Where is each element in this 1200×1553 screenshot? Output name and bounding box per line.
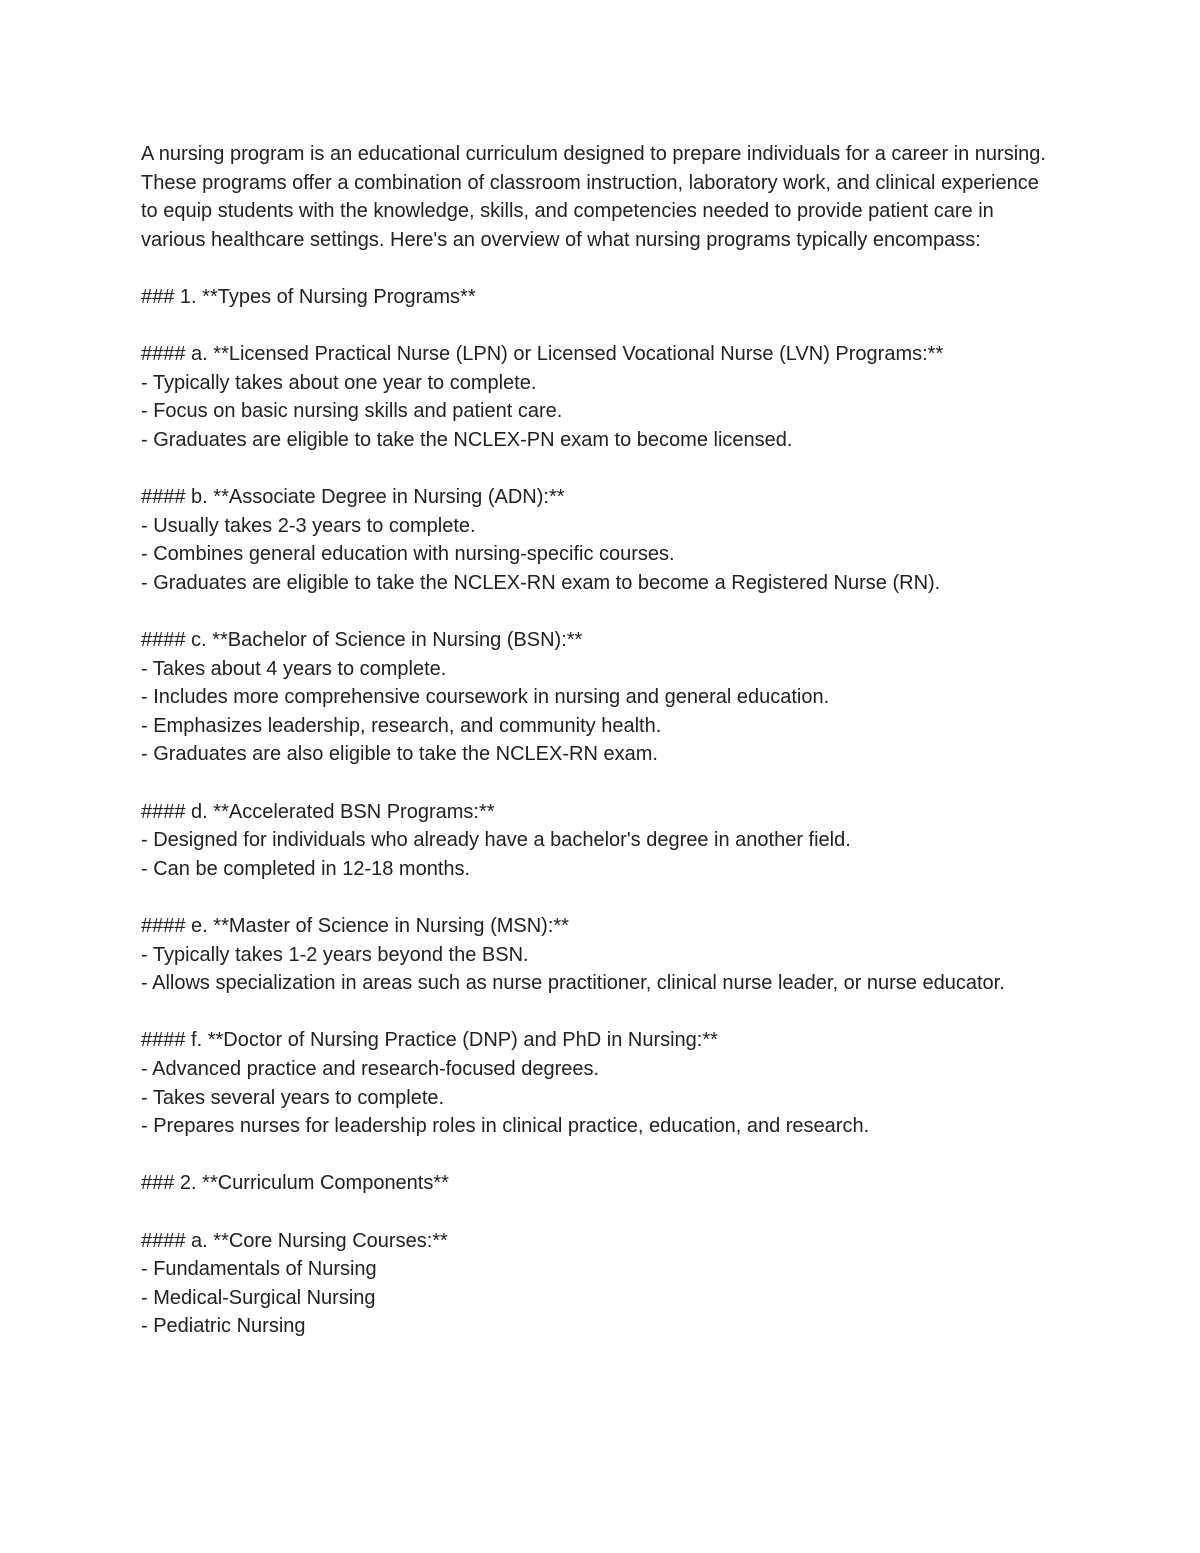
document-page <box>141 140 1051 1341</box>
list-item: - Fundamentals of Nursing <box>141 1258 377 1281</box>
subheading-dnp-phd: #### f. **Doctor of Nursing Practice (DNP) and PhD in Nursing:** <box>141 1029 718 1052</box>
list-item: - Takes about 4 years to complete. <box>141 657 447 680</box>
spacer <box>141 883 1051 912</box>
list-item: - Graduates are also eligible to take the NCLEX-RN exam. <box>141 743 658 766</box>
list-item: - Can be completed in 12-18 months. <box>141 857 471 880</box>
spacer <box>141 455 1051 484</box>
list-item: - Focus on basic nursing skills and patient care. <box>141 400 563 423</box>
subheading-msn: #### e. **Master of Science in Nursing (MSN):** <box>141 915 569 938</box>
list-item: - Typically takes 1-2 years beyond the BSN. <box>141 943 529 966</box>
spacer <box>141 598 1051 627</box>
list-item: - Graduates are eligible to take the NCLEX-PN exam to become licensed. <box>141 428 793 451</box>
spacer <box>141 1141 1051 1170</box>
subheading-adn: #### b. **Associate Degree in Nursing (ADN):** <box>141 486 565 509</box>
subheading-core-courses: #### a. **Core Nursing Courses:** <box>141 1229 448 1252</box>
subheading-bsn: #### c. **Bachelor of Science in Nursing (BSN):** <box>141 629 583 652</box>
list-item: - Prepares nurses for leadership roles in clinical practice, education, and research. <box>141 1115 870 1138</box>
list-item: - Pediatric Nursing <box>141 1315 306 1338</box>
section-heading-curriculum: ### 2. **Curriculum Components** <box>141 1172 449 1195</box>
list-item: - Medical-Surgical Nursing <box>141 1286 376 1309</box>
list-item: - Graduates are eligible to take the NCLEX-RN exam to become a Registered Nurse (RN). <box>141 571 941 594</box>
list-item: - Advanced practice and research-focused degrees. <box>141 1058 600 1080</box>
spacer <box>141 254 1051 283</box>
spacer <box>141 312 1051 341</box>
list-item: - Designed for individuals who already have a bachelor's degree in another field. <box>141 829 851 852</box>
subheading-accelerated-bsn: #### d. **Accelerated BSN Programs:** <box>141 800 495 823</box>
section-heading-types: ### 1. **Types of Nursing Programs** <box>141 285 476 308</box>
list-item: - Usually takes 2-3 years to complete. <box>141 514 476 537</box>
intro-paragraph: A nursing program is an educational curriculum designed to prepare individuals for a career in nursing. These programs offer a combination of classroom instruction, laboratory work, and clinical experience to equip students with the knowledge, skills, and competencies needed to provide patient care in various healthcare settings. Here's an overview of what nursing programs typically encompass: <box>141 143 1046 251</box>
subheading-lpn: #### a. **Licensed Practical Nurse (LPN) or Licensed Vocational Nurse (LVN) Programs:** <box>141 343 944 366</box>
spacer <box>141 998 1051 1027</box>
spacer <box>141 1198 1051 1227</box>
list-item: - Typically takes about one year to complete. <box>141 371 537 394</box>
list-item: - Combines general education with nursing-specific courses. <box>141 543 675 566</box>
list-item: - Emphasizes leadership, research, and community health. <box>141 714 662 737</box>
spacer <box>141 769 1051 798</box>
list-item: - Allows specialization in areas such as nurse practitioner, clinical nurse leader, or nurse educator. <box>141 972 1005 995</box>
list-item: - Includes more comprehensive coursework in nursing and general education. <box>141 686 830 709</box>
list-item: - Takes several years to complete. <box>141 1086 445 1109</box>
